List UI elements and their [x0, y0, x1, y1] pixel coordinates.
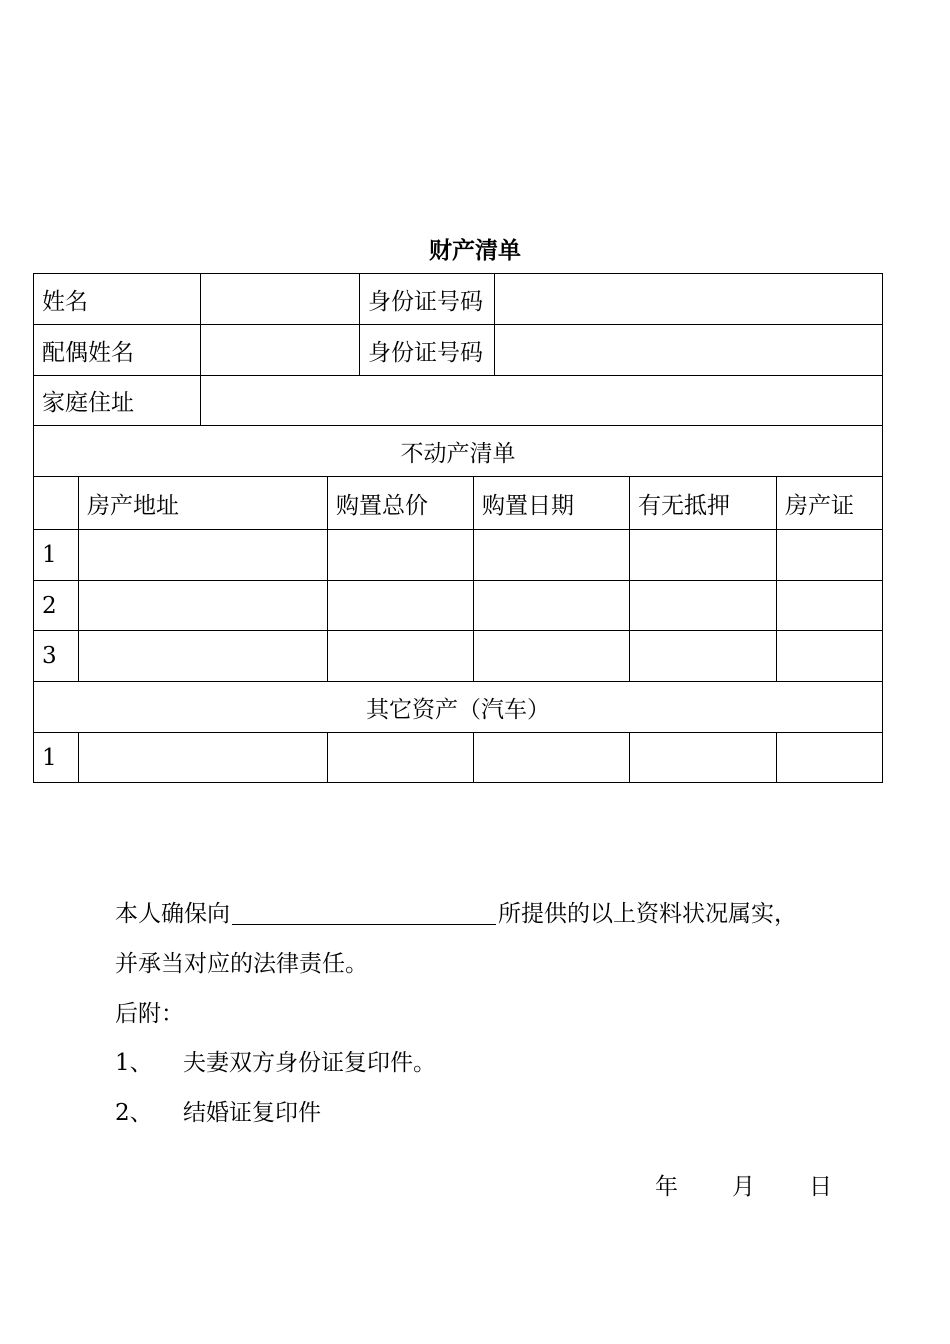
purchase-date-cell[interactable]	[474, 581, 630, 631]
real-estate-section-title: 不动产清单	[34, 426, 883, 477]
row-number: 1	[34, 530, 79, 581]
attachments-label: 后附：	[115, 1001, 184, 1027]
total-price-cell[interactable]	[328, 631, 474, 682]
declaration-suffix: 所提供的以上资料状况属实，	[498, 901, 797, 927]
vehicle-cell[interactable]	[328, 733, 474, 783]
attachment-text: 夫妻双方身份证复印件。	[183, 1050, 436, 1076]
mortgage-cell[interactable]	[630, 530, 777, 581]
home-address-field[interactable]	[201, 376, 883, 426]
declaration-line-2: 并承当对应的法律责任。	[115, 951, 368, 977]
vehicle-cell[interactable]	[474, 733, 630, 783]
attachment-number: 1、	[115, 1050, 153, 1076]
date-month-label: 月	[732, 1174, 755, 1200]
spouse-id-number-field[interactable]	[495, 325, 883, 376]
spouse-id-number-label: 身份证号码	[360, 325, 495, 376]
table-row	[34, 733, 883, 783]
date-year-label: 年	[655, 1174, 678, 1200]
name-row	[34, 274, 883, 325]
spouse-name-field[interactable]	[201, 325, 360, 376]
property-certificate-cell[interactable]	[777, 581, 883, 631]
vehicle-cell[interactable]	[630, 733, 777, 783]
real-estate-section-row	[34, 426, 883, 477]
attachment-number: 2、	[115, 1100, 153, 1126]
property-certificate-header: 房产证	[777, 477, 883, 530]
spouse-name-label: 配偶姓名	[34, 325, 201, 376]
purchase-date-header: 购置日期	[474, 477, 630, 530]
document-title: 财产清单	[429, 238, 521, 264]
row-number: 3	[34, 631, 79, 682]
id-number-field[interactable]	[495, 274, 883, 325]
purchase-date-cell[interactable]	[474, 631, 630, 682]
recipient-blank-field[interactable]	[232, 898, 496, 925]
property-address-cell[interactable]	[79, 631, 328, 682]
mortgage-cell[interactable]	[630, 581, 777, 631]
property-address-cell[interactable]	[79, 581, 328, 631]
index-header-cell	[34, 477, 79, 530]
attachment-item	[115, 1044, 436, 1077]
row-number: 1	[34, 733, 79, 783]
attachment-text: 结婚证复印件	[183, 1100, 321, 1126]
total-price-header: 购置总价	[328, 477, 474, 530]
mortgage-cell[interactable]	[630, 631, 777, 682]
table-row	[34, 530, 883, 581]
row-number: 2	[34, 581, 79, 631]
vehicle-cell[interactable]	[777, 733, 883, 783]
property-address-header: 房产地址	[79, 477, 328, 530]
name-field[interactable]	[201, 274, 360, 325]
property-address-cell[interactable]	[79, 530, 328, 581]
name-label: 姓名	[34, 274, 201, 325]
table-row	[34, 581, 883, 631]
mortgage-header: 有无抵押	[630, 477, 777, 530]
purchase-date-cell[interactable]	[474, 530, 630, 581]
id-number-label: 身份证号码	[360, 274, 495, 325]
declaration-prefix: 本人确保向	[115, 901, 230, 927]
total-price-cell[interactable]	[328, 581, 474, 631]
property-certificate-cell[interactable]	[777, 530, 883, 581]
table-row	[34, 631, 883, 682]
attachment-item	[115, 1094, 321, 1127]
spouse-row	[34, 325, 883, 376]
date-day-label: 日	[809, 1174, 832, 1200]
other-assets-section-title: 其它资产（汽车）	[34, 682, 883, 733]
asset-form-table	[33, 273, 883, 783]
declaration-line-1	[115, 895, 797, 928]
real-estate-header-row	[34, 477, 883, 530]
property-certificate-cell[interactable]	[777, 631, 883, 682]
home-address-label: 家庭住址	[34, 376, 201, 426]
vehicle-cell[interactable]	[79, 733, 328, 783]
other-assets-section-row	[34, 682, 883, 733]
address-row	[34, 376, 883, 426]
total-price-cell[interactable]	[328, 530, 474, 581]
